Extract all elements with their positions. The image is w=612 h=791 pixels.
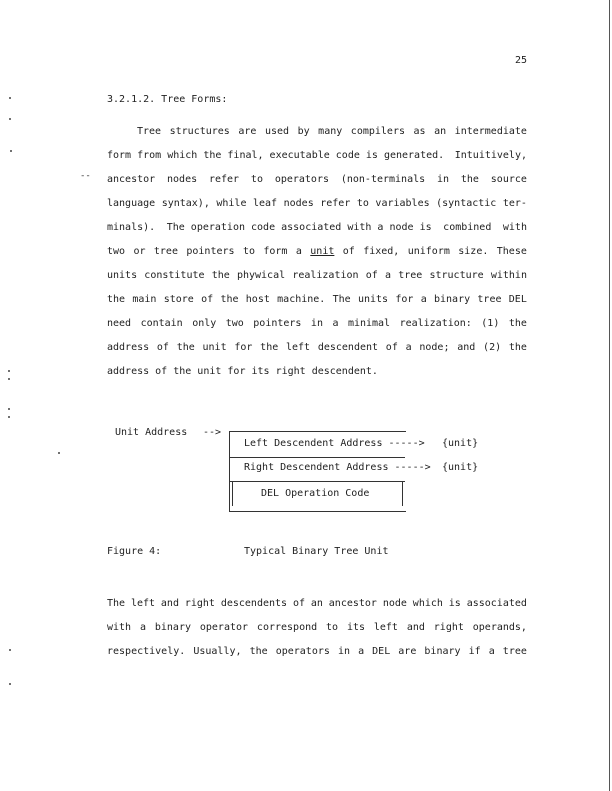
- word: the: [176, 342, 195, 353]
- word: to: [356, 198, 369, 209]
- word: of: [201, 294, 214, 305]
- left-descendent-row: Left Descendent Address ----->: [244, 438, 425, 449]
- margin-mark: --: [80, 171, 91, 181]
- word: left: [373, 622, 398, 633]
- word: to: [250, 174, 263, 185]
- word: only: [192, 318, 217, 329]
- word: of: [292, 598, 305, 609]
- text-line: [107, 222, 527, 234]
- word: of: [385, 342, 398, 353]
- text-line: [107, 342, 527, 354]
- word: Tree: [137, 126, 162, 137]
- word: which: [412, 598, 443, 609]
- right-unit-target: {unit}: [442, 462, 479, 473]
- text-line: [107, 270, 527, 282]
- word: DEL: [508, 294, 527, 305]
- scan-speck: [9, 649, 11, 651]
- word: and: [160, 598, 179, 609]
- word: a: [488, 646, 495, 657]
- word: (2): [483, 342, 502, 353]
- word: and: [406, 622, 425, 633]
- word: by: [297, 126, 310, 137]
- word: ancestor: [328, 598, 377, 609]
- word: two: [225, 318, 244, 329]
- word: binary: [434, 294, 471, 305]
- word: tree: [477, 294, 502, 305]
- row-divider: [229, 457, 405, 458]
- text-line: [107, 294, 527, 306]
- scan-speck: [9, 97, 11, 99]
- word: constitute: [144, 270, 205, 281]
- word: operators: [275, 646, 330, 657]
- word: left: [285, 342, 311, 353]
- word: the: [260, 342, 279, 353]
- word: used: [264, 126, 290, 137]
- word: refer: [320, 198, 351, 209]
- scan-speck: [10, 150, 12, 152]
- word: in: [310, 318, 323, 329]
- word: its: [346, 622, 365, 633]
- word: units: [107, 270, 138, 281]
- text-line: [107, 150, 527, 162]
- word: ancestor: [107, 174, 156, 185]
- word: binary: [154, 622, 191, 633]
- word: or: [133, 246, 146, 257]
- word: are: [238, 126, 257, 137]
- word: (non-terminals: [340, 174, 426, 185]
- text-line: [107, 622, 527, 634]
- word: These: [496, 246, 527, 257]
- scan-speck: [8, 370, 10, 372]
- word: an: [434, 126, 447, 137]
- word: associated: [466, 598, 527, 609]
- word: the: [249, 646, 268, 657]
- word: pointers: [253, 318, 302, 329]
- word: in: [436, 174, 450, 185]
- word: structures: [169, 126, 230, 137]
- word: as: [413, 126, 426, 137]
- scan-speck: [9, 683, 11, 685]
- word: nodes: [167, 174, 198, 185]
- word: with: [107, 622, 132, 633]
- word: contain: [140, 318, 183, 329]
- word: unit: [202, 342, 227, 353]
- word: the: [508, 342, 527, 353]
- word: realization:: [399, 318, 472, 329]
- word: are: [398, 646, 417, 657]
- unit-address-arrow: -->: [203, 427, 222, 438]
- unit-address-label: Unit Address: [115, 427, 188, 438]
- word: an: [310, 598, 323, 609]
- word: binary: [424, 646, 461, 657]
- right-descendent-row: Right Descendent Address ----->: [244, 462, 431, 473]
- word: while: [216, 198, 247, 209]
- word: two: [107, 246, 126, 257]
- page-number: 25: [515, 55, 528, 66]
- word: a: [139, 622, 146, 633]
- word: minals).: [107, 222, 156, 233]
- word: host: [245, 294, 270, 305]
- word: in: [337, 646, 350, 657]
- word: combined: [443, 222, 492, 233]
- word: the: [508, 318, 527, 329]
- scan-speck: [9, 118, 11, 120]
- word: The: [332, 294, 351, 305]
- word: units: [357, 294, 389, 305]
- figure-caption-title: Typical Binary Tree Unit: [244, 546, 389, 557]
- word: within: [490, 270, 527, 281]
- word: of: [156, 342, 169, 353]
- word: operator: [199, 622, 249, 633]
- text-line: [107, 174, 527, 186]
- word: language: [107, 198, 156, 209]
- word: node: [382, 598, 407, 609]
- word: intermediate: [454, 126, 527, 137]
- word: with: [502, 222, 527, 233]
- section-heading: 3.2.1.2. Tree Forms:: [107, 94, 228, 105]
- word: syntax),: [161, 198, 210, 209]
- word: realization: [292, 270, 359, 281]
- word: tree: [398, 270, 423, 281]
- word: fixed,: [363, 246, 400, 257]
- word: a: [384, 270, 391, 281]
- word: (1): [481, 318, 500, 329]
- text-line-last: address of the unit for its right descendent.: [107, 366, 378, 377]
- word: source: [490, 174, 527, 185]
- word: address: [107, 342, 150, 353]
- word: left: [130, 598, 156, 609]
- word: tree: [153, 246, 178, 257]
- word: to: [242, 246, 255, 257]
- word: descendents: [220, 598, 288, 609]
- word: the: [220, 294, 239, 305]
- text-line: [137, 126, 527, 138]
- word: the: [460, 174, 479, 185]
- word: many: [318, 126, 343, 137]
- word: right: [184, 598, 215, 609]
- scan-speck: [58, 452, 60, 454]
- word: structure: [429, 270, 484, 281]
- word: node;: [419, 342, 450, 353]
- text-line: [107, 246, 527, 258]
- word: for: [234, 342, 253, 353]
- word: if: [468, 646, 481, 657]
- scan-speck: [8, 378, 10, 380]
- word: uniform: [407, 246, 450, 257]
- word: (syntactic: [436, 198, 497, 209]
- word: The operation code associated with a node is: [166, 222, 432, 233]
- word: nodes: [283, 198, 314, 209]
- word: tree: [502, 646, 527, 657]
- word: a: [405, 342, 412, 353]
- word: and: [457, 342, 476, 353]
- word: phywical: [236, 270, 286, 281]
- word: size.: [458, 246, 489, 257]
- word: compilers: [350, 126, 405, 137]
- word: pointers: [186, 246, 235, 257]
- word: correspond: [256, 622, 318, 633]
- word: operators: [274, 174, 329, 185]
- figure-caption-label: Figure 4:: [107, 546, 162, 557]
- word: form from which the final, executable code is generated.: [107, 150, 445, 161]
- word: is: [448, 598, 461, 609]
- word: ter-: [502, 198, 527, 209]
- opcode-row: DEL Operation Code: [261, 488, 370, 499]
- word: a: [420, 294, 427, 305]
- word: for: [395, 294, 414, 305]
- word: respectively.: [107, 646, 186, 657]
- word: unit: [310, 246, 335, 257]
- word: form: [263, 246, 288, 257]
- word: main: [132, 294, 157, 305]
- word: DEL: [372, 646, 391, 657]
- word: right: [433, 622, 464, 633]
- word: minimal: [347, 318, 391, 329]
- word: variables: [375, 198, 430, 209]
- word: a: [295, 246, 302, 257]
- word: of: [342, 246, 355, 257]
- word: The: [107, 598, 126, 609]
- scan-speck: [8, 408, 10, 410]
- word: store: [163, 294, 194, 305]
- word: machine.: [277, 294, 326, 305]
- word: Intuitively,: [454, 150, 527, 161]
- word: descendent: [317, 342, 379, 353]
- word: operands,: [472, 622, 527, 633]
- left-unit-target: {unit}: [442, 438, 479, 449]
- word: a: [332, 318, 339, 329]
- word: refer: [208, 174, 240, 185]
- text-line: [107, 598, 527, 610]
- word: Usually,: [193, 646, 242, 657]
- text-line: [107, 646, 527, 658]
- word: leaf: [253, 198, 278, 209]
- word: a: [358, 646, 365, 657]
- word: the: [211, 270, 230, 281]
- word: the: [107, 294, 126, 305]
- text-line: [107, 318, 527, 330]
- text-line: [107, 198, 527, 210]
- page-edge-rule: [609, 0, 610, 791]
- scan-speck: [8, 416, 10, 418]
- word: to: [326, 622, 339, 633]
- word: of: [365, 270, 378, 281]
- word: need: [107, 318, 132, 329]
